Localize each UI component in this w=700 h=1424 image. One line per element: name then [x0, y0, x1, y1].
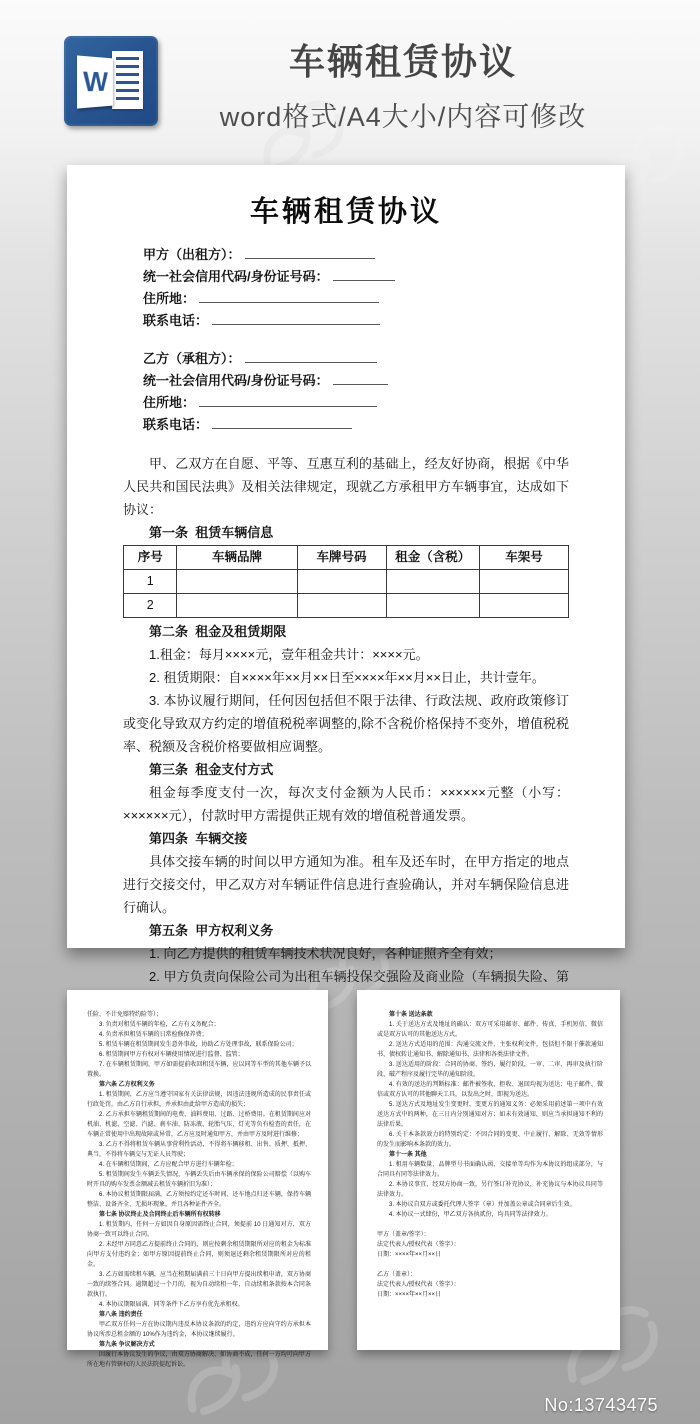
contract-line: 5. 租赁车辆在租赁期间发生意外事故，协助乙方处理事故，联系保险公司； — [99, 1042, 298, 1048]
empty-cell — [297, 570, 386, 594]
party-b-block — [143, 348, 569, 436]
contract-line: 第六条 乙方权利义务 — [99, 1082, 155, 1088]
article-2-heading: 第二条 租金及租赁期限 — [149, 624, 287, 639]
empty-cell — [177, 594, 297, 618]
contract-line: 2. 乙方承担车辆租赁期间的电费、油料费用、过路、过桥费用。在租赁期间应对机油、机滤、空滤、汽滤、刹车油、防冻液、轮胎气压、灯光等负有检查的责任，在车辆正常使用中出现故障或异常，乙方应及时通知甲方，并由甲方及时进行维修； — [87, 1112, 311, 1138]
contract-line: 7. 在车辆租赁期间，甲方如需提前收回租赁车辆，应以同等车型的其他车辆予以置换。 — [87, 1062, 311, 1078]
article-5-clause: 2. 甲方负责向保险公司为出租车辆投保交强险及商业险（车辆损失险、第 — [149, 969, 569, 984]
party-b-credit-code-label: 统一社会信用代码/身份证号码： — [143, 373, 329, 388]
contract-line: 1. 租赁期间，乙方应当遵守国家有关法律法规，因违法违规所造成的民事责任或行政处罚，由乙方自行承担，并承担由此给甲方造成的损失； — [87, 1092, 311, 1108]
word-icon-letter: W — [77, 55, 113, 108]
article-3-clause: 租金每季度支付一次，每次支付金额为人民币：××××××元整（小写：××××××元），付款时甲方需提供正规有效的增值税普通发票。 — [123, 785, 569, 823]
article-4-heading: 第四条 车辆交接 — [149, 831, 248, 846]
contract-line: 日期：××××年××月××日 — [377, 1252, 442, 1258]
fill-in-line — [245, 350, 377, 363]
contract-line: 3. 送达适用的阶段：合同的协商、签约、履行阶段，一审、二审、再审及执行阶段、破产程序及履行完毕的通知阶段。 — [377, 1062, 603, 1078]
col-header-brand: 车辆品牌 — [177, 546, 297, 570]
contract-line: 第七条 协议终止及合同终止后车辆所有权转移 — [99, 1212, 221, 1218]
table-row — [124, 570, 569, 594]
contract-line: 3. 本协议自双方或委托代理人签字（章）并加盖公章或合同章后生效。 — [389, 1202, 576, 1208]
empty-cell — [177, 570, 297, 594]
template-title: 车辆租赁协议 — [288, 41, 517, 82]
contract-line: 2. 未经甲方同意乙方提前终止合同的，则应按剩余租赁期限所对应的租金为标准向甲方支付违约金；如甲方原因提前终止合同，则须退还剩余租赁期限所对应的租金。 — [87, 1242, 311, 1268]
row-index-cell: 2 — [124, 594, 177, 618]
contract-line: 4. 在车辆租赁期间，乙方应配合甲方进行车辆年检； — [99, 1162, 238, 1168]
template-subtitle: word格式/A4大小/内容可修改 — [219, 102, 587, 132]
article-2-clause: 3. 本协议履行期间，任何因包括但不限于法律、行政法规、政府政策修订或变化导致双方约定的增值税税率调整的,除不含税价格保持不变外，增值税税率、税额及含税价格要做相应调整。 — [123, 693, 569, 754]
col-header-index: 序号 — [124, 546, 177, 570]
image-id-label: No:13743475 — [544, 1395, 658, 1415]
fill-in-line — [212, 312, 380, 325]
fill-in-line — [199, 290, 379, 303]
contract-line: 甲乙双方任何一方在协议期内违反本协议条款的约定，违约方应向守约方承担本协议所涉总租金额的 10%作为违约金，本协议继续履行。 — [87, 1322, 311, 1338]
document-page-1 — [67, 165, 625, 984]
article-2-clause: 1.租金：每月××××元，壹年租金共计：××××元。 — [149, 647, 429, 662]
contract-line: 3. 乙方不得将租赁车辆从事营利性活动，不得将车辆移租、出售、质押、抵押、典当，不得将车辆交与无证人员驾驶； — [87, 1142, 311, 1158]
col-header-plate: 车牌号码 — [297, 546, 386, 570]
contract-line: 1. 租赁期内，任何一方如因自身原因需终止合同，须提前 10 日通知对方，双方协商一致可以终止合同。 — [87, 1222, 311, 1238]
contract-line: 2. 送达方式适用的范围：沟通交流文件、主张权利文件，包括但不限于催款通知书、债权转让通知书、解除通知书、法律和各类法律文件。 — [377, 1042, 603, 1058]
empty-cell — [297, 594, 386, 618]
fill-in-line — [333, 372, 388, 385]
document-page-2 — [67, 990, 328, 1368]
contract-line: 3. 乙方如需续租车辆，应当在租期届满前三十日向甲方提出续租申请，双方协商一致的续签合同。逾期超过一个月的，视为自动续租一年，自动续租条款按本合同条款执行。 — [87, 1272, 311, 1298]
word-icon-document — [112, 51, 143, 109]
table-row — [124, 594, 569, 618]
article-3-heading: 第三条 租金支付方式 — [149, 762, 274, 777]
col-header-rent: 租金（含税） — [386, 546, 479, 570]
party-a-address-label: 住所地： — [143, 291, 196, 306]
contract-line: 3. 负责对租赁车辆的年检，乙方有义务配合； — [99, 1022, 220, 1028]
row-index-cell: 1 — [124, 570, 177, 594]
party-a-credit-code-label: 统一社会信用代码/身份证号码： — [143, 269, 329, 284]
party-b-address-label: 住所地： — [143, 395, 196, 410]
contract-line: 4. 负责承担租赁车辆的日常检修保养费； — [99, 1032, 208, 1038]
contract-line: 2. 本协议事宜，经双方协商一致，另行签订补充协议，补充协议与本协议具同等法律效力。 — [377, 1182, 603, 1198]
empty-cell — [386, 570, 479, 594]
party-a-block — [143, 244, 569, 332]
contract-line: 6. 本协议租赁期限届满，乙方须按约定还车时间、还车地点归还车辆，保持车辆整洁、设备齐全、无损坏现象，并且各种证件齐全。 — [87, 1192, 311, 1208]
col-header-vin: 车架号 — [479, 546, 568, 570]
fill-in-line — [245, 246, 375, 259]
fill-in-line — [333, 268, 395, 281]
article-1-heading: 第一条 租赁车辆信息 — [149, 525, 274, 540]
contract-line: 法定代表人/授权代表（签字）： — [377, 1242, 460, 1248]
contract-line: 乙方（盖章）： — [377, 1272, 417, 1278]
contract-line: 因履行本协议发生的争议，由双方协商解决，如协商不成，任何一方均可向甲方所在地有管辖权的人民法院提起诉讼。 — [87, 1352, 311, 1368]
contract-line: 4. 有效的送达的判断标准：邮件被签收、拒收、退回均视为送达；电子邮件、微信或双方认可的其他聊天工具，以发出之时，即视为送达。 — [377, 1082, 603, 1098]
contract-line: 5. 租赁期间发生车辆丢失情况，车辆丢失后由车辆承保的保险公司赔偿（以购车时开具的购车发票金额减去租赁车辆折旧为准）； — [87, 1172, 311, 1188]
vehicle-info-table — [123, 545, 569, 618]
contract-line: 第九条 争议解决方式 — [99, 1342, 155, 1348]
preview-header — [0, 0, 700, 132]
contract-line: 1. 关于送达方式及地址的确认：双方可采用邮寄、邮件、传真、手机短信、微信或是双方认可的其他送达方式。 — [377, 1022, 603, 1038]
empty-cell — [386, 594, 479, 618]
article-5-clause: 1. 向乙方提供的租赁车辆技术状况良好，各种证照齐全有效； — [149, 946, 502, 961]
empty-cell — [479, 594, 568, 618]
table-header-row — [124, 546, 569, 570]
contract-line: 5. 送达方式及地址发生变更时，变更方的通知义务：必须采用前述第一项中有效送达方式中的两种，在三日内分别通知对方；如未有效通知，则应当承担通知不利的法律后果。 — [377, 1102, 603, 1128]
contract-line: 任险、不计免赔特约险等）； — [87, 1012, 163, 1018]
article-2-clause: 2. 租赁期限：自××××年××月××日至××××年××月××日止，共计壹年。 — [149, 670, 545, 685]
contract-title: 车辆租赁协议 — [249, 196, 442, 228]
fill-in-line — [199, 394, 377, 407]
contract-line: 1. 租用车辆数量、品牌型号书面确认函、交接单等均作为本协议的组成部分，与合同具有同等法律效力。 — [377, 1162, 603, 1178]
article-4-clause: 具体交接车辆的时间以甲方通知为准。租车及还车时，在甲方指定的地点进行交接交付，甲乙双方对车辆证件信息进行查验确认，并对车辆保险信息进行确认。 — [123, 854, 569, 915]
contract-line: 4. 本协议期限届满，同等条件下乙方享有优先承租权。 — [99, 1302, 244, 1308]
word-app-icon — [64, 36, 158, 126]
contract-intro: 甲、乙双方在自愿、平等、互惠互利的基础上，经友好协商，根据《中华人民共和国民法典》及相关法律规定，现就乙方承租甲方车辆事宜，达成如下协议： — [123, 456, 569, 517]
empty-cell — [479, 570, 568, 594]
contract-line: 6. 租赁期间甲方有权对车辆使用情况进行监督、监管； — [99, 1052, 244, 1058]
party-b-phone-label: 联系电话： — [143, 417, 209, 432]
party-b-label: 乙方（承租方）： — [143, 351, 241, 366]
contract-line: 甲方（盖章/签字）： — [377, 1232, 430, 1238]
contract-line: 第十一条 其他 — [389, 1152, 427, 1158]
contract-line: 日期：××××年××月××日 — [377, 1292, 442, 1298]
document-page-3 — [357, 990, 620, 1350]
party-a-phone-label: 联系电话： — [143, 313, 209, 328]
article-5-heading: 第五条 甲方权利义务 — [149, 923, 274, 938]
party-a-label: 甲方（出租方）： — [143, 247, 241, 262]
contract-line: 4. 本协议一式肆份，甲乙双方各执贰份，均具同等法律效力。 — [389, 1212, 552, 1218]
contract-line: 第十条 送达条款 — [389, 1012, 433, 1018]
contract-line: 法定代表人/授权代表（签字）： — [377, 1282, 460, 1288]
fill-in-line — [212, 416, 352, 429]
contract-line: 第八条 违约责任 — [99, 1312, 143, 1318]
contract-line: 6. 关于本条款效力的特别约定：不因合同的变更、中止履行、解除、无效等情形的发生而影响本条款的效力。 — [377, 1132, 603, 1148]
